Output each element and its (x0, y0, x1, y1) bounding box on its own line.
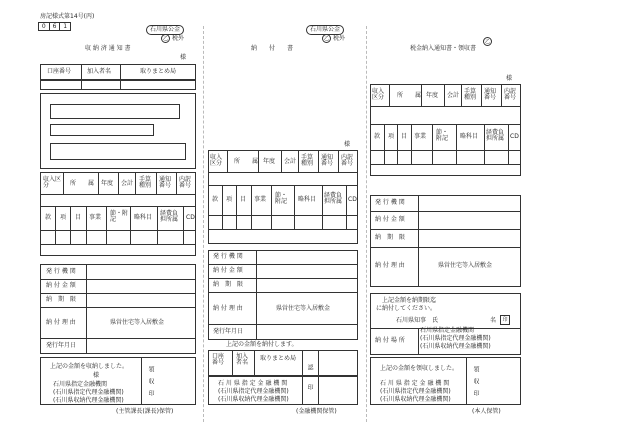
col-header: 目 (240, 196, 247, 203)
col-header: 収入区分 (210, 154, 223, 167)
col-header: 経費負担所属 (160, 210, 179, 223)
bank-name: 石 川 県 指 定 金 融 機 関 (218, 380, 288, 387)
bank-name: (石川県指定代理金融機関) (53, 389, 124, 396)
bank-name: (石川県収納代理金融機関) (53, 397, 124, 404)
col-header: 款 (374, 133, 381, 140)
col-header: 通知番号 (159, 176, 172, 189)
bank-name: 石川県指定金融機関 (420, 327, 475, 334)
col-header: 節・附記 (436, 129, 449, 142)
mei-label: 名 (490, 317, 497, 324)
deadline-note: 上記金額を納期限迄 (382, 297, 437, 304)
col-header: 目 (401, 133, 408, 140)
col-header: 手算種別 (301, 154, 314, 167)
col-header: CD (186, 214, 195, 221)
subscriber-label: 加入者名 (87, 68, 112, 75)
receipt-text: 上記の金額を領収しました。 (380, 365, 459, 372)
zeigai-label: 税外 (172, 35, 185, 42)
sama-label: 様 (93, 372, 100, 379)
col-header: 目 (75, 214, 82, 221)
col-header: 通知番号 (321, 154, 334, 167)
account-table (208, 350, 358, 376)
field-label: 納 付 理 由 (375, 262, 405, 269)
col-header: 手算種別 (464, 88, 477, 101)
code-digit: 1 (63, 23, 68, 30)
bank-name: (石川県収納代理金融機関) (420, 343, 491, 350)
account-no-label: 口座番号 (212, 353, 225, 366)
stamp-label: 石川県公金 (146, 25, 184, 35)
sama-label: 様 (506, 75, 513, 82)
sama-label: 様 (180, 54, 187, 61)
otsu-mark: 乙 (323, 36, 329, 42)
sama-label: 様 (344, 141, 351, 148)
field-label: 発行年月日 (46, 342, 77, 349)
field-label: 納 期 限 (46, 296, 77, 303)
field-label: 納 期 限 (213, 281, 244, 288)
bank-name: (石川県指定代理金融機関) (218, 388, 289, 395)
col-header: 節・附記 (110, 210, 129, 223)
official-seal: 印 (500, 315, 510, 325)
stamp-label: 石川県公金 (306, 25, 344, 35)
footer-note: (本人保管) (472, 408, 501, 415)
code-digit: 0 (39, 23, 50, 30)
col-header: 節・附記 (275, 192, 288, 205)
address-field[interactable] (50, 104, 180, 119)
ryoshu-in-label: 認印 (306, 364, 313, 404)
deadline-note: に納付してください。 (376, 305, 437, 312)
field-label: 納 付 金 額 (375, 216, 405, 223)
col-header: 会計 (284, 158, 297, 165)
footer-note: (主管課長(課長)保管) (116, 408, 174, 415)
code-digit: 6 (50, 23, 61, 30)
col-header: 項 (388, 133, 395, 140)
summary-label: 取りまとめ局 (260, 355, 297, 362)
reason-value: 県営住宅等入居敷金 (110, 319, 165, 326)
bank-name: 石川県指定金融機関 (53, 381, 108, 388)
field-label: 発 行 機 関 (46, 268, 76, 275)
col-header: 事業 (89, 214, 102, 221)
field-label: 発 行 機 関 (375, 199, 405, 206)
col-header: 項 (60, 214, 67, 221)
col-header: 内訳番号 (179, 176, 192, 189)
field-label: 納 付 金 額 (46, 282, 76, 289)
governor-label: 石川県知事 (396, 317, 427, 324)
bank-name: (石川県指定代理金融機関) (380, 388, 451, 395)
perforation-line (366, 26, 367, 422)
col-header: 事業 (414, 133, 427, 140)
col-header: 事業 (254, 196, 267, 203)
col-header: 項 (226, 196, 233, 203)
col-header: 収入区分 (43, 176, 62, 189)
field-label: 納 付 場 所 (375, 337, 405, 344)
subscriber-label: 加入者名 (236, 353, 249, 366)
col-header: 手算種別 (139, 176, 152, 189)
col-header: 略科目 (298, 196, 317, 203)
bank-name: (石川県収納代理金融機関) (380, 396, 451, 403)
field-label: 納 期 限 (375, 234, 406, 241)
ryoshu-in-label: 領収印 (147, 366, 154, 402)
receipt-text: 上記の金額を収納しました。 (50, 363, 129, 370)
col-header: 款 (45, 214, 52, 221)
col-header: 年度 (426, 92, 439, 99)
col-header: 款 (212, 196, 219, 203)
col-header: 略科目 (134, 214, 153, 221)
name-field[interactable] (50, 143, 186, 160)
col-header: 略科目 (460, 133, 479, 140)
detail-table (40, 264, 196, 354)
detail-table (370, 195, 521, 287)
bank-name: (石川県収納代理金融機関) (218, 396, 289, 403)
form-number: 房記様式第14号(丙) (40, 13, 95, 20)
field-label: 納 付 金 額 (213, 267, 243, 274)
address-field[interactable] (50, 124, 154, 136)
col-header: 年度 (263, 158, 276, 165)
col-header: 内訳番号 (341, 154, 354, 167)
col-header: 経費負担所属 (324, 192, 343, 205)
col-header: 収入区分 (372, 88, 385, 101)
bank-name: (石川県指定代理金融機関) (420, 335, 491, 342)
col-header: 所 属 (234, 158, 259, 165)
field-label: 納 付 理 由 (46, 319, 76, 326)
heading: 税金納入通知書・領収書 (410, 45, 477, 52)
field-label: 納 付 理 由 (213, 305, 243, 312)
otsu-mark: 乙 (484, 39, 490, 45)
reason-value: 県営住宅等入居敷金 (276, 305, 331, 312)
ryoshu-in-label: 領収印 (472, 366, 479, 402)
field-label: 発 行 機 関 (213, 253, 243, 260)
col-header: 所 属 (397, 92, 422, 99)
otsu-mark: 乙 (162, 36, 168, 42)
col-header: 通知番号 (484, 88, 497, 101)
heading: 収 納 済 通 知 書 (85, 45, 131, 52)
col-header: 内訳番号 (504, 88, 517, 101)
col-header: 経費負担所属 (486, 129, 505, 142)
col-header: CD (348, 196, 357, 203)
shi-label: 氏 (432, 317, 439, 324)
summary-label: 取りまとめ局 (140, 68, 177, 75)
col-header: 会計 (447, 92, 460, 99)
col-header: CD (510, 133, 519, 140)
perforation-line (203, 26, 204, 422)
zeigai-label: 税外 (333, 35, 346, 42)
heading: 納 付 書 (251, 45, 294, 52)
col-header: 年度 (101, 180, 114, 187)
reason-value: 県営住宅等入居敷金 (438, 262, 493, 269)
code-digits (38, 22, 71, 31)
col-header: 所 属 (70, 180, 95, 187)
col-header: 会計 (121, 180, 134, 187)
receipt-text: 上記の金額を納付します。 (226, 341, 298, 348)
bank-name: 石 川 県 指 定 金 融 機 関 (380, 380, 450, 387)
field-label: 発行年月日 (213, 328, 244, 335)
account-no-label: 口座番号 (47, 68, 72, 75)
footer-note: (金融機関保管) (296, 408, 337, 415)
